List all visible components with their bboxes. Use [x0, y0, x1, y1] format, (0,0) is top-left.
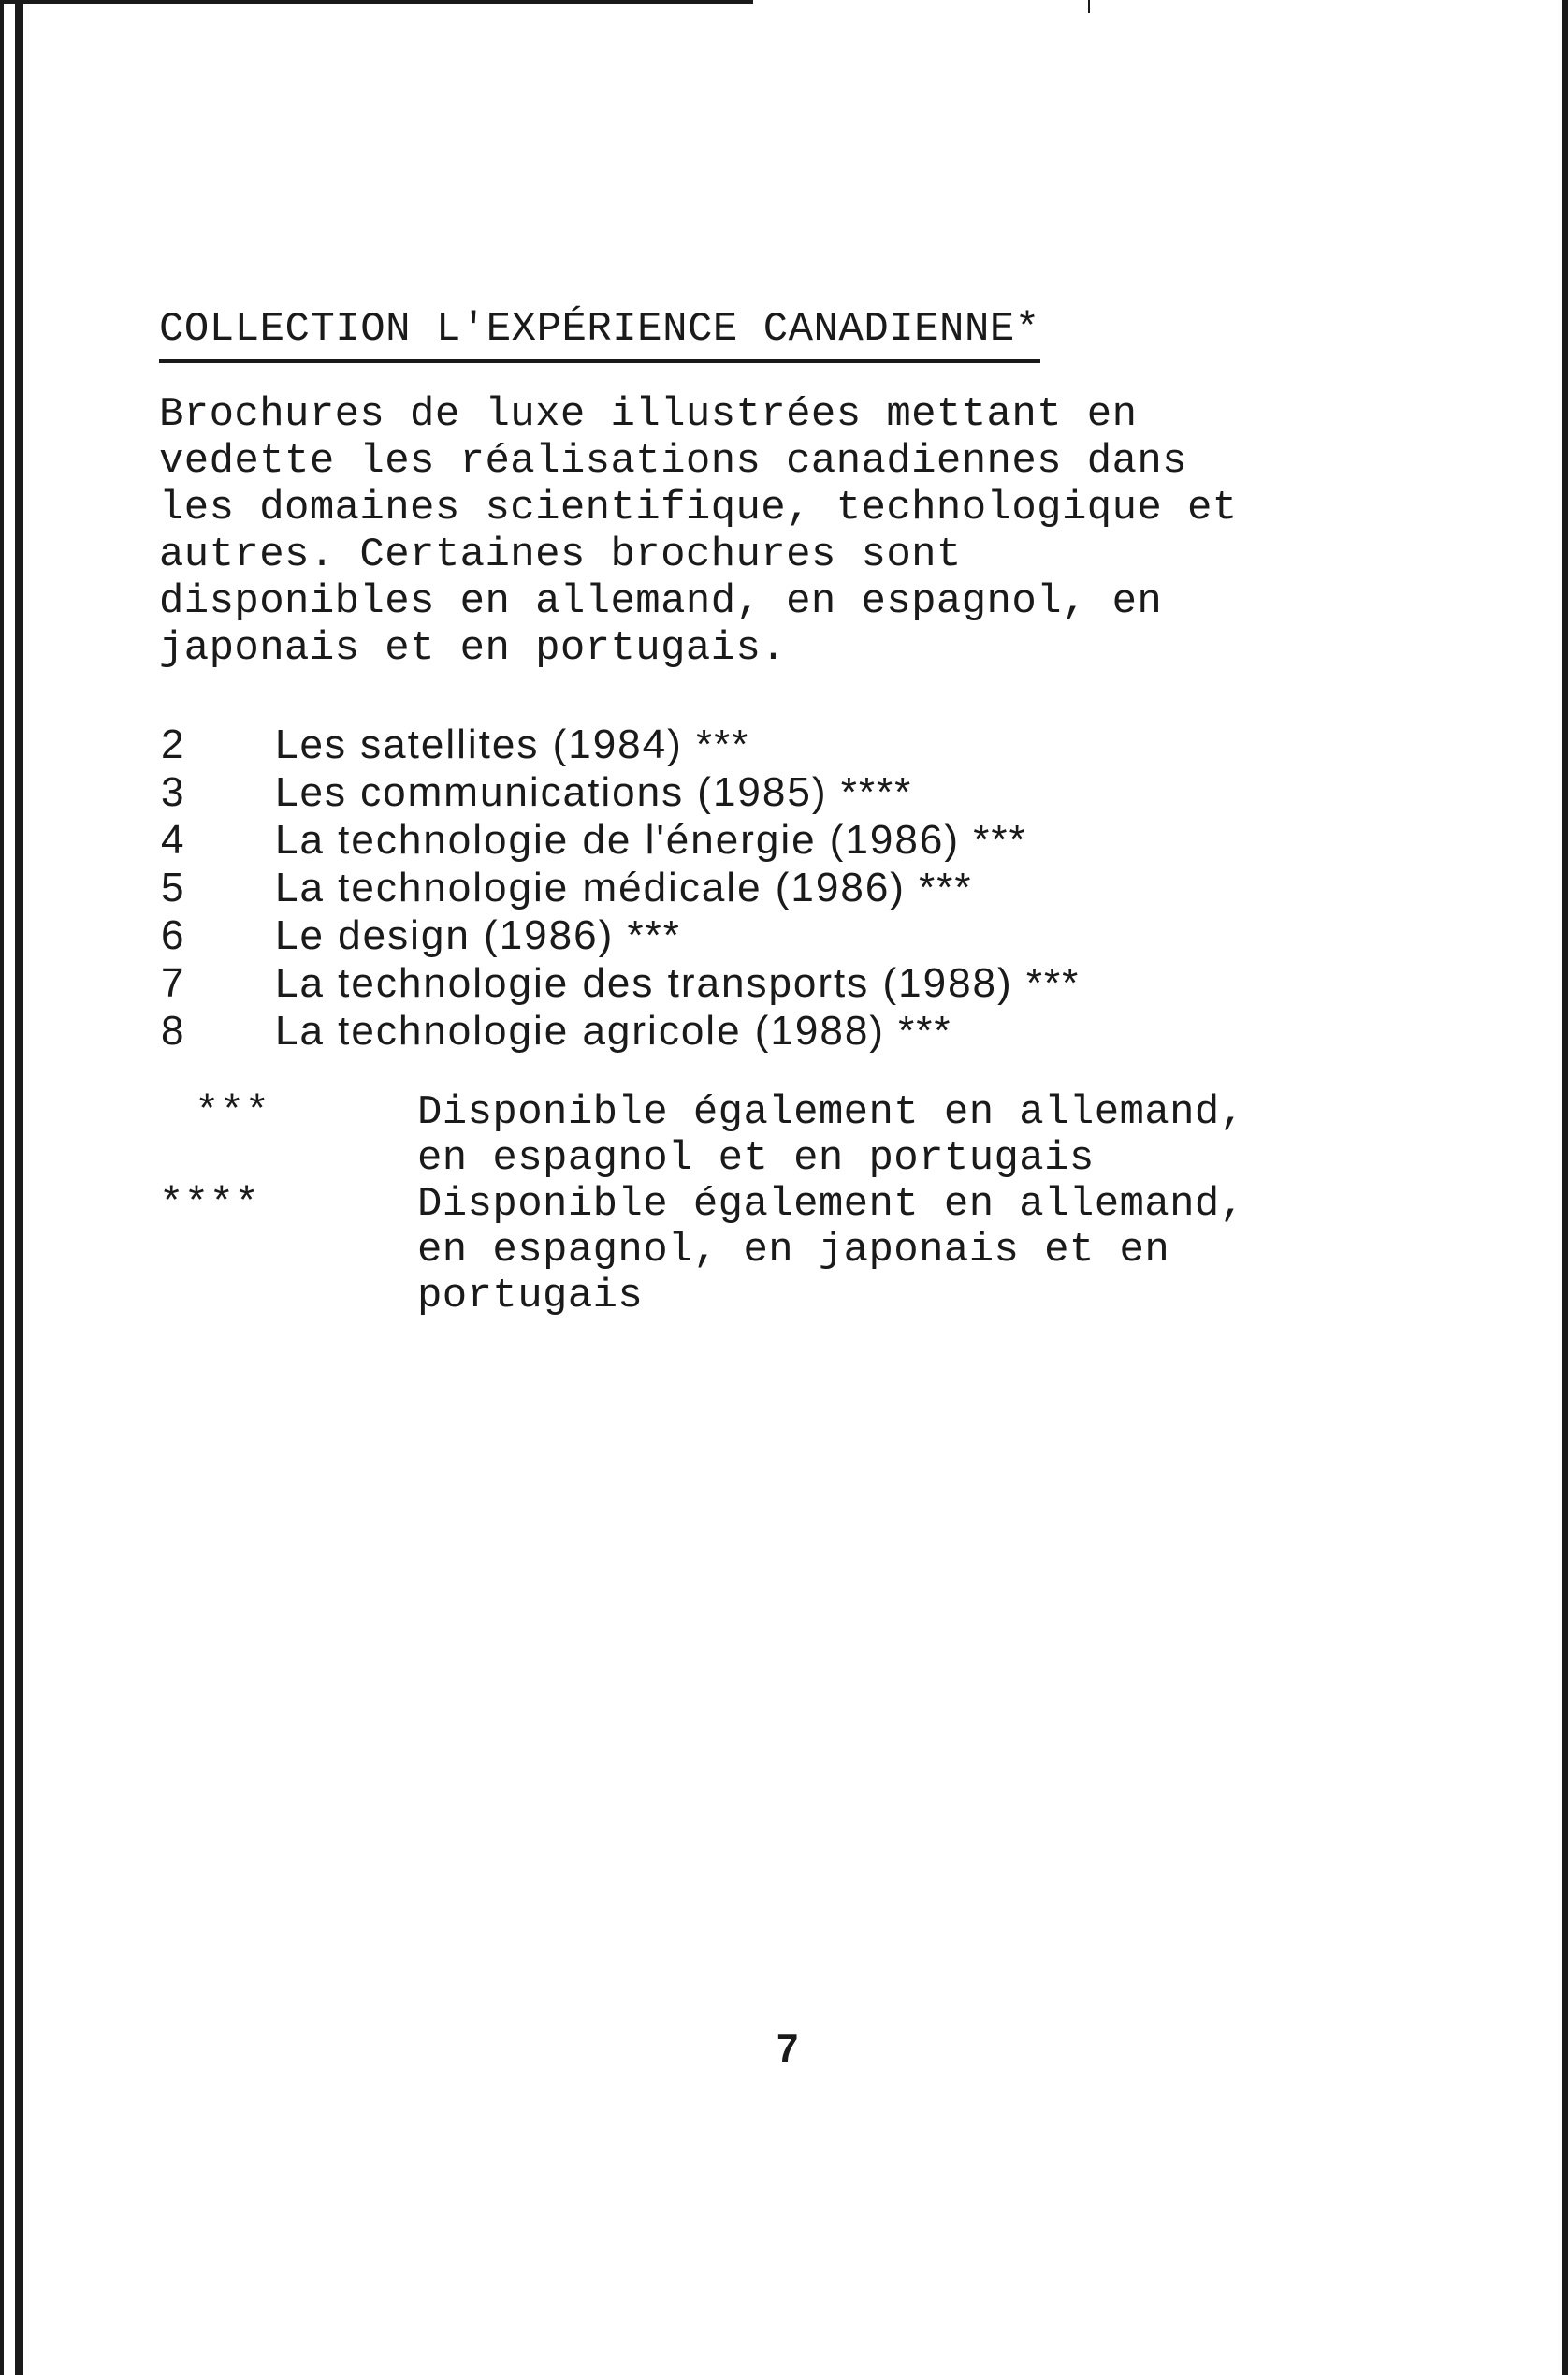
- brochure-list: [161, 721, 1471, 1055]
- list-item: [161, 1007, 1471, 1055]
- page-binding-edge: [15, 0, 23, 2375]
- list-item: [161, 816, 1471, 864]
- list-item: [161, 864, 1471, 911]
- footnotes: [159, 1090, 1469, 1319]
- item-title: La technologie médicale (1986) ***: [275, 864, 973, 911]
- item-title: Les communications (1985) ****: [275, 768, 913, 815]
- item-title: La technologie agricole (1988) ***: [275, 1007, 952, 1054]
- item-number: 7: [161, 959, 186, 1006]
- scan-mark: [1088, 0, 1090, 13]
- page-edge-right: [1562, 0, 1568, 2375]
- intro-paragraph: Brochures de luxe illustrées mettant en vedette les réalisations canadiennes dans les domaines scientifique, technologique et autres. Certaines brochures sont disponibles en allemand, en espagnol, en japonais et en portugais.: [159, 391, 1238, 672]
- item-title: La technologie des transports (1988) ***: [275, 959, 1081, 1006]
- item-number: 5: [161, 864, 186, 911]
- section-heading: COLLECTION L'EXPÉRIENCE CANADIENNE*: [159, 309, 1040, 363]
- list-item: [161, 721, 1471, 768]
- list-item: [161, 768, 1471, 816]
- item-number: 6: [161, 911, 186, 958]
- item-number: 4: [161, 816, 186, 863]
- item-title: Les satellites (1984) ***: [275, 721, 750, 767]
- page-edge-top: [0, 0, 753, 4]
- footnote-mark: ****: [159, 1181, 260, 1228]
- footnote-text: Disponible également en allemand, en espagnol, en japonais et en portugais: [417, 1181, 1245, 1319]
- list-item: [161, 959, 1471, 1007]
- footnote: [159, 1090, 1469, 1182]
- footnote-mark: ***: [195, 1089, 270, 1136]
- item-title: Le design (1986) ***: [275, 911, 681, 958]
- item-number: 3: [161, 768, 186, 815]
- item-number: 2: [161, 721, 186, 767]
- list-item: [161, 911, 1471, 959]
- item-number: 8: [161, 1007, 186, 1054]
- page-edge-left: [0, 0, 4, 2375]
- item-title: La technologie de l'énergie (1986) ***: [275, 816, 1027, 863]
- page-number: 7: [777, 2026, 799, 2070]
- footnote-text: Disponible également en allemand, en espagnol et en portugais: [417, 1089, 1245, 1182]
- footnote: [159, 1182, 1469, 1319]
